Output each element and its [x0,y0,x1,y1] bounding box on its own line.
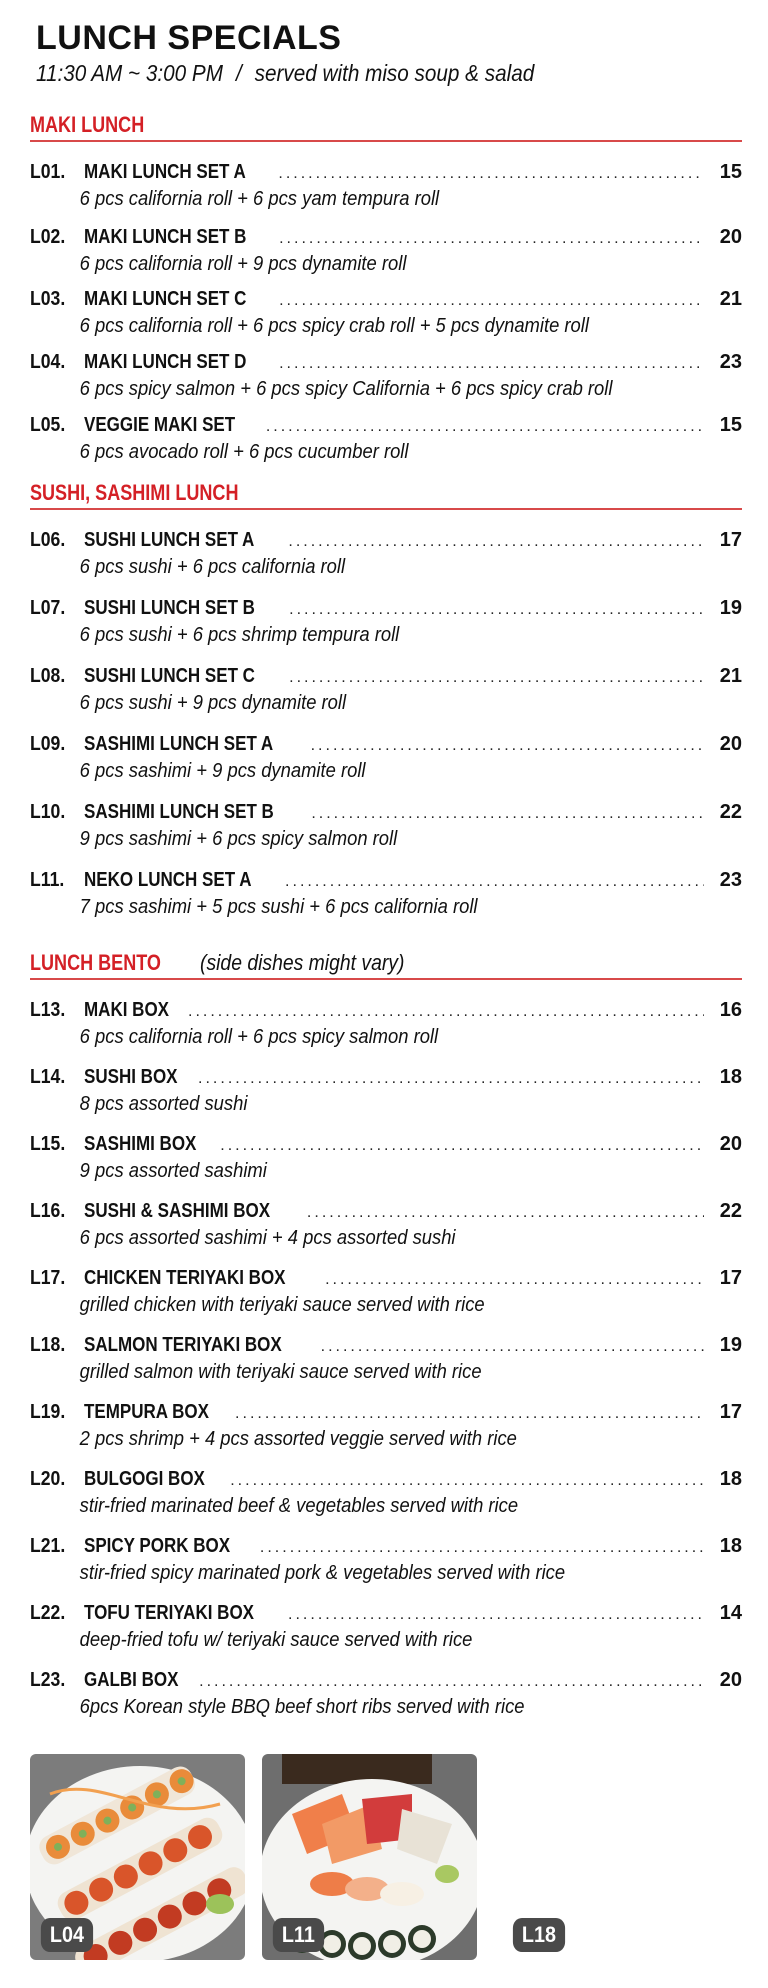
dot-leader [266,413,704,441]
item-description: 6pcs Korean style BBQ beef short ribs served with rice [79,1696,525,1718]
menu-item-l04 [30,348,742,411]
section-sushi-sashimi-lunch [30,478,742,934]
item-name: TOFU TERIYAKI BOX [84,1602,255,1624]
dot-leader [279,225,704,253]
item-name: VEGGIE MAKI SET [84,414,236,436]
item-description: grilled chicken with teriyaki sauce served with rice [79,1294,485,1316]
item-price: 17 [719,1267,742,1289]
section-title: MAKI LUNCH [30,112,145,137]
dot-leader [279,350,704,378]
item-description: 6 pcs sushi + 6 pcs shrimp tempura roll [79,624,400,646]
item-price: 20 [719,226,742,248]
dot-leader [288,1601,704,1629]
item-description: 6 pcs california roll + 6 pcs spicy crab roll + 5 pcs dynamite roll [79,315,589,337]
item-code: L22. [30,1602,66,1624]
item-code: L19. [30,1401,66,1423]
item-name: SUSHI LUNCH SET A [84,529,255,551]
item-description: 7 pcs sashimi + 5 pcs sushi + 6 pcs california roll [79,896,478,918]
item-name: MAKI LUNCH SET A [84,161,246,183]
item-price: 17 [719,1401,742,1423]
item-code: L10. [30,801,66,823]
dot-leader [230,1467,704,1495]
item-code: L08. [30,665,66,687]
item-code: L16. [30,1200,66,1222]
item-code: L14. [30,1066,66,1088]
menu-item-l06 [30,526,742,594]
item-description: 6 pcs sushi + 9 pcs dynamite roll [79,692,347,714]
item-name: MAKI BOX [84,999,169,1021]
item-name: SASHIMI LUNCH SET B [84,801,274,823]
menu-item-l11 [30,866,742,934]
menu-item-l13 [30,996,742,1063]
item-name: SALMON TERIYAKI BOX [84,1334,282,1356]
menu-item-l01 [30,158,742,223]
item-code: L18. [30,1334,66,1356]
item-name: MAKI LUNCH SET C [84,288,247,310]
item-description: 6 pcs avocado roll + 6 pcs cucumber roll [79,441,409,463]
item-name: MAKI LUNCH SET B [84,226,247,248]
item-price: 23 [719,869,742,891]
item-price: 21 [719,288,742,310]
item-description: 9 pcs sashimi + 6 pcs spicy salmon roll [79,828,398,850]
item-name: CHICKEN TERIYAKI BOX [84,1267,286,1289]
item-description: grilled salmon with teriyaki sauce served with rice [79,1361,482,1383]
item-price: 20 [719,1133,742,1155]
item-price: 20 [719,1669,742,1691]
item-price: 15 [719,414,742,436]
item-name: SUSHI & SASHIMI BOX [84,1200,271,1222]
item-description: stir-fried spicy marinated pork & vegetables served with rice [79,1562,566,1584]
item-description: 6 pcs spicy salmon + 6 pcs spicy California + 6 pcs spicy crab roll [79,378,613,400]
item-price: 18 [719,1468,742,1490]
dot-leader [307,1199,704,1227]
item-name: SUSHI LUNCH SET B [84,597,255,619]
item-code: L01. [30,161,66,183]
lunch-hours: 11:30 AM ~ 3:00 PM [36,60,223,86]
item-price: 21 [719,665,742,687]
item-code: L17. [30,1267,66,1289]
item-description: 6 pcs sushi + 6 pcs california roll [79,556,346,578]
item-description: deep-fried tofu w/ teriyaki sauce served with rice [79,1629,473,1651]
dot-leader [289,664,704,692]
dot-leader [311,732,704,760]
section-maki-lunch [30,110,742,474]
item-price: 16 [719,999,742,1021]
item-code: L20. [30,1468,66,1490]
menu-item-l19 [30,1398,742,1465]
item-name: MAKI LUNCH SET D [84,351,247,373]
item-name: SPICY PORK BOX [84,1535,231,1557]
item-name: BULGOGI BOX [84,1468,205,1490]
menu-item-l07 [30,594,742,662]
item-code: L21. [30,1535,66,1557]
item-name: NEKO LUNCH SET A [84,869,252,891]
item-name: GALBI BOX [84,1669,179,1691]
dot-leader [260,1534,704,1562]
item-price: 19 [719,1334,742,1356]
dot-leader [278,160,704,188]
menu-item-l09 [30,730,742,798]
item-price: 19 [719,597,742,619]
section-title: SUSHI, SASHIMI LUNCH [30,480,239,505]
menu-item-l18 [30,1331,742,1398]
dot-leader [289,596,704,624]
menu-item-l23 [30,1666,742,1733]
item-price: 22 [719,801,742,823]
dot-leader [188,998,704,1026]
item-description: 8 pcs assorted sushi [79,1093,248,1115]
item-price: 15 [719,161,742,183]
hours-separator: / [235,60,242,86]
item-code: L03. [30,288,66,310]
dot-leader [325,1266,704,1294]
dot-leader [199,1668,704,1696]
dot-leader [235,1400,704,1428]
item-description: 6 pcs california roll + 6 pcs yam tempura roll [79,188,440,210]
dot-leader [285,868,704,896]
item-price: 18 [719,1066,742,1088]
photo-badge: L11 [273,1918,324,1952]
item-code: L04. [30,351,66,373]
section-lunch-bento [30,948,742,1733]
photo-l04 [30,1754,245,1960]
menu-item-l03 [30,285,742,348]
item-description: 6 pcs california roll + 6 pcs spicy salmon roll [79,1026,439,1048]
section-header [30,478,742,510]
item-description: 6 pcs sashimi + 9 pcs dynamite roll [79,760,366,782]
item-code: L13. [30,999,66,1021]
menu-item-l05 [30,411,742,474]
item-description: 6 pcs california roll + 9 pcs dynamite roll [79,253,407,275]
menu-item-l22 [30,1599,742,1666]
menu-header [36,18,590,88]
item-name: SUSHI LUNCH SET C [84,665,255,687]
menu-item-l15 [30,1130,742,1197]
item-price: 18 [719,1535,742,1557]
menu-item-l14 [30,1063,742,1130]
item-code: L02. [30,226,66,248]
item-code: L07. [30,597,66,619]
item-description: 6 pcs assorted sashimi + 4 pcs assorted sushi [79,1227,456,1249]
item-code: L09. [30,733,66,755]
item-code: L23. [30,1669,66,1691]
section-header [30,110,742,142]
item-name: SASHIMI BOX [84,1133,197,1155]
item-code: L11. [30,869,65,891]
dot-leader [198,1065,704,1093]
item-description: 2 pcs shrimp + 4 pcs assorted veggie served with rice [79,1428,517,1450]
item-code: L06. [30,529,66,551]
item-name: SUSHI BOX [84,1066,178,1088]
item-description: 9 pcs assorted sashimi [79,1160,267,1182]
photo-badge: L04 [41,1918,93,1952]
dot-leader [321,1333,704,1361]
item-name: SASHIMI LUNCH SET A [84,733,274,755]
menu-item-l10 [30,798,742,866]
menu-item-l20 [30,1465,742,1532]
dot-leader [220,1132,704,1160]
section-note: (side dishes might vary) [200,950,405,975]
menu-item-l21 [30,1532,742,1599]
photo-l11 [262,1754,477,1960]
photo-badge-l18: L18 [513,1918,565,1952]
item-description: stir-fried marinated beef & vegetables served with rice [79,1495,519,1517]
section-header [30,948,742,980]
lunch-hours-line [36,58,534,88]
menu-item-l02 [30,223,742,285]
menu-item-l16 [30,1197,742,1264]
dot-leader [288,528,704,556]
dot-leader [311,800,704,828]
item-name: TEMPURA BOX [84,1401,209,1423]
dot-leader [279,287,704,315]
item-price: 22 [719,1200,742,1222]
item-price: 20 [719,733,742,755]
item-price: 17 [719,529,742,551]
item-code: L05. [30,414,66,436]
served-with-note: served with miso soup & salad [254,60,535,86]
menu-item-l08 [30,662,742,730]
item-code: L15. [30,1133,66,1155]
item-price: 14 [719,1602,742,1624]
menu-item-l17 [30,1264,742,1331]
page-title: LUNCH SPECIALS [36,19,342,57]
item-price: 23 [719,351,742,373]
section-title: LUNCH BENTO [30,950,161,975]
